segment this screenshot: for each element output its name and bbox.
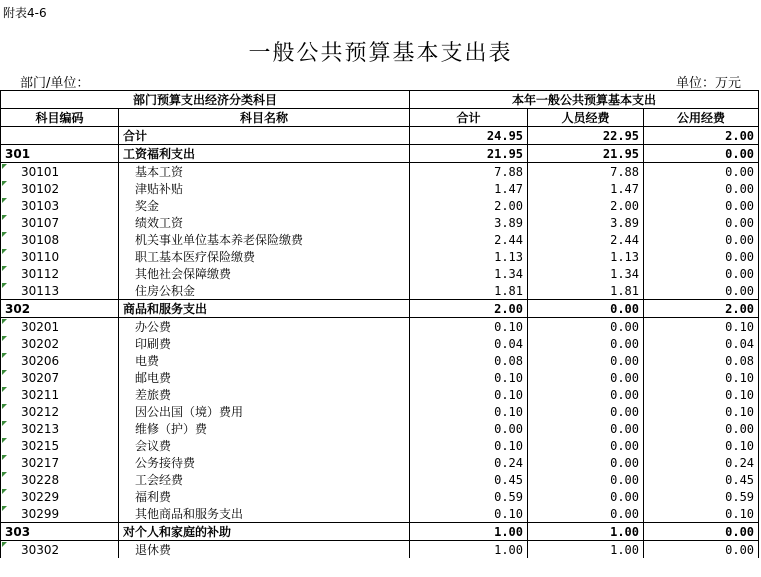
- row-name: 工会经费: [119, 471, 410, 488]
- row-public: 0.10: [644, 437, 759, 454]
- row-public: 0.00: [644, 265, 759, 282]
- row-public: 0.10: [644, 369, 759, 386]
- table-row: [1, 505, 759, 523]
- header-public: 公用经费: [644, 109, 759, 127]
- row-code: 301: [1, 145, 119, 163]
- row-personnel: 0.00: [528, 386, 644, 403]
- header-total: 合计: [410, 109, 528, 127]
- row-public: 0.00: [644, 197, 759, 214]
- row-code: 30207: [1, 369, 119, 386]
- row-code: 303: [1, 523, 119, 541]
- row-total: 0.00: [410, 420, 528, 437]
- table-row: [1, 420, 759, 437]
- row-name: 机关事业单位基本养老保险缴费: [119, 231, 410, 248]
- row-total: 2.44: [410, 231, 528, 248]
- table-row: [1, 335, 759, 352]
- row-total: 2.00: [410, 300, 528, 318]
- row-name: 差旅费: [119, 386, 410, 403]
- total-row: [1, 127, 759, 145]
- row-public: 0.08: [644, 352, 759, 369]
- row-public: 0.00: [644, 180, 759, 197]
- table-row: [1, 471, 759, 488]
- row-total: 0.08: [410, 352, 528, 369]
- row-personnel: 0.00: [528, 352, 644, 369]
- row-name: 印刷费: [119, 335, 410, 352]
- table-row: [1, 369, 759, 386]
- row-name: 办公费: [119, 318, 410, 336]
- row-name: 职工基本医疗保险缴费: [119, 248, 410, 265]
- row-personnel: 7.88: [528, 163, 644, 181]
- table-row: [1, 437, 759, 454]
- attachment-label: 附表4-6: [3, 6, 47, 20]
- row-name: 奖金: [119, 197, 410, 214]
- row-name: 基本工资: [119, 163, 410, 181]
- row-personnel: 2.00: [528, 197, 644, 214]
- total-public: 2.00: [644, 127, 759, 145]
- row-code: 30215: [1, 437, 119, 454]
- row-name: 商品和服务支出: [119, 300, 410, 318]
- row-public: 0.00: [644, 163, 759, 181]
- row-total: 0.10: [410, 403, 528, 420]
- row-total: 0.45: [410, 471, 528, 488]
- table-row: [1, 352, 759, 369]
- header-group-classification: 部门预算支出经济分类科目: [1, 91, 410, 109]
- row-code: 30112: [1, 265, 119, 282]
- table-row: [1, 248, 759, 265]
- table-row: [1, 386, 759, 403]
- row-personnel: 3.89: [528, 214, 644, 231]
- table-row: [1, 214, 759, 231]
- row-code: 30213: [1, 420, 119, 437]
- total-personnel: 22.95: [528, 127, 644, 145]
- row-public: 0.00: [644, 145, 759, 163]
- row-public: 0.00: [644, 231, 759, 248]
- row-public: 0.00: [644, 248, 759, 265]
- row-name: 其他商品和服务支出: [119, 505, 410, 523]
- row-personnel: 0.00: [528, 488, 644, 505]
- row-total: 3.89: [410, 214, 528, 231]
- row-total: 1.34: [410, 265, 528, 282]
- row-code: 30217: [1, 454, 119, 471]
- row-total: 21.95: [410, 145, 528, 163]
- row-personnel: 1.00: [528, 523, 644, 541]
- row-name: 住房公积金: [119, 282, 410, 300]
- row-personnel: 1.13: [528, 248, 644, 265]
- row-personnel: 0.00: [528, 300, 644, 318]
- row-public: 0.24: [644, 454, 759, 471]
- row-name: 绩效工资: [119, 214, 410, 231]
- row-name: 电费: [119, 352, 410, 369]
- row-personnel: 1.00: [528, 541, 644, 559]
- row-name: 因公出国（境）费用: [119, 403, 410, 420]
- header-personnel: 人员经费: [528, 109, 644, 127]
- table-row: [1, 282, 759, 300]
- row-code: 30302: [1, 541, 119, 559]
- row-name: 退休费: [119, 541, 410, 559]
- row-name: 会议费: [119, 437, 410, 454]
- row-personnel: 21.95: [528, 145, 644, 163]
- total-total: 24.95: [410, 127, 528, 145]
- row-name: 对个人和家庭的补助: [119, 523, 410, 541]
- row-total: 1.13: [410, 248, 528, 265]
- row-public: 0.59: [644, 488, 759, 505]
- row-code: 30201: [1, 318, 119, 336]
- table-row: [1, 163, 759, 181]
- row-total: 2.00: [410, 197, 528, 214]
- row-code: 30211: [1, 386, 119, 403]
- table-row: [1, 454, 759, 471]
- page-title: 一般公共预算基本支出表: [248, 41, 513, 66]
- row-personnel: 1.81: [528, 282, 644, 300]
- row-code: 30103: [1, 197, 119, 214]
- row-public: 2.00: [644, 300, 759, 318]
- table-row: [1, 197, 759, 214]
- row-code: 30113: [1, 282, 119, 300]
- department-label: 部门/单位：: [20, 76, 90, 91]
- row-code: 30299: [1, 505, 119, 523]
- row-personnel: 2.44: [528, 231, 644, 248]
- row-total: 0.10: [410, 386, 528, 403]
- row-personnel: 0.00: [528, 471, 644, 488]
- table-row: [1, 265, 759, 282]
- row-total: 1.81: [410, 282, 528, 300]
- row-total: 7.88: [410, 163, 528, 181]
- row-public: 0.10: [644, 505, 759, 523]
- row-public: 0.00: [644, 282, 759, 300]
- row-name: 维修（护）费: [119, 420, 410, 437]
- row-name: 公务接待费: [119, 454, 410, 471]
- row-public: 0.10: [644, 318, 759, 336]
- row-personnel: 0.00: [528, 505, 644, 523]
- table-row: [1, 318, 759, 336]
- row-total: 1.00: [410, 541, 528, 559]
- row-code: 30107: [1, 214, 119, 231]
- category-row: [1, 300, 759, 318]
- row-name: 邮电费: [119, 369, 410, 386]
- row-total: 0.04: [410, 335, 528, 352]
- row-total: 0.24: [410, 454, 528, 471]
- row-personnel: 0.00: [528, 318, 644, 336]
- row-total: 0.10: [410, 505, 528, 523]
- table-row: [1, 180, 759, 197]
- row-total: 0.59: [410, 488, 528, 505]
- row-code: 30101: [1, 163, 119, 181]
- row-name: 福利费: [119, 488, 410, 505]
- row-code: 30102: [1, 180, 119, 197]
- row-total: 1.00: [410, 523, 528, 541]
- row-personnel: 1.34: [528, 265, 644, 282]
- row-public: 0.00: [644, 523, 759, 541]
- row-personnel: 0.00: [528, 420, 644, 437]
- row-public: 0.00: [644, 420, 759, 437]
- row-total: 0.10: [410, 369, 528, 386]
- row-personnel: 1.47: [528, 180, 644, 197]
- row-name: 工资福利支出: [119, 145, 410, 163]
- row-total: 0.10: [410, 318, 528, 336]
- category-row: [1, 145, 759, 163]
- row-code: 30108: [1, 231, 119, 248]
- header-name: 科目名称: [119, 109, 410, 127]
- total-name: 合计: [119, 127, 410, 145]
- row-personnel: 0.00: [528, 369, 644, 386]
- unit-label: 单位：万元: [675, 76, 741, 91]
- row-public: 0.00: [644, 541, 759, 559]
- row-name: 津贴补贴: [119, 180, 410, 197]
- row-personnel: 0.00: [528, 437, 644, 454]
- table-row: [1, 231, 759, 248]
- row-public: 0.10: [644, 386, 759, 403]
- row-code: 30206: [1, 352, 119, 369]
- row-personnel: 0.00: [528, 454, 644, 471]
- header-group-expenditure: 本年一般公共预算基本支出: [410, 91, 759, 109]
- row-code: 30228: [1, 471, 119, 488]
- row-name: 其他社会保障缴费: [119, 265, 410, 282]
- row-code: 30229: [1, 488, 119, 505]
- row-personnel: 0.00: [528, 403, 644, 420]
- row-code: 30202: [1, 335, 119, 352]
- row-public: 0.04: [644, 335, 759, 352]
- total-code: [1, 127, 119, 145]
- row-code: 30110: [1, 248, 119, 265]
- row-total: 1.47: [410, 180, 528, 197]
- header-code: 科目编码: [1, 109, 119, 127]
- table-row: [1, 403, 759, 420]
- table-row: [1, 488, 759, 505]
- budget-table: [0, 90, 759, 558]
- category-row: [1, 523, 759, 541]
- table-row: [1, 541, 759, 559]
- row-public: 0.10: [644, 403, 759, 420]
- row-personnel: 0.00: [528, 335, 644, 352]
- row-public: 0.45: [644, 471, 759, 488]
- row-public: 0.00: [644, 214, 759, 231]
- row-code: 30212: [1, 403, 119, 420]
- row-total: 0.10: [410, 437, 528, 454]
- row-code: 302: [1, 300, 119, 318]
